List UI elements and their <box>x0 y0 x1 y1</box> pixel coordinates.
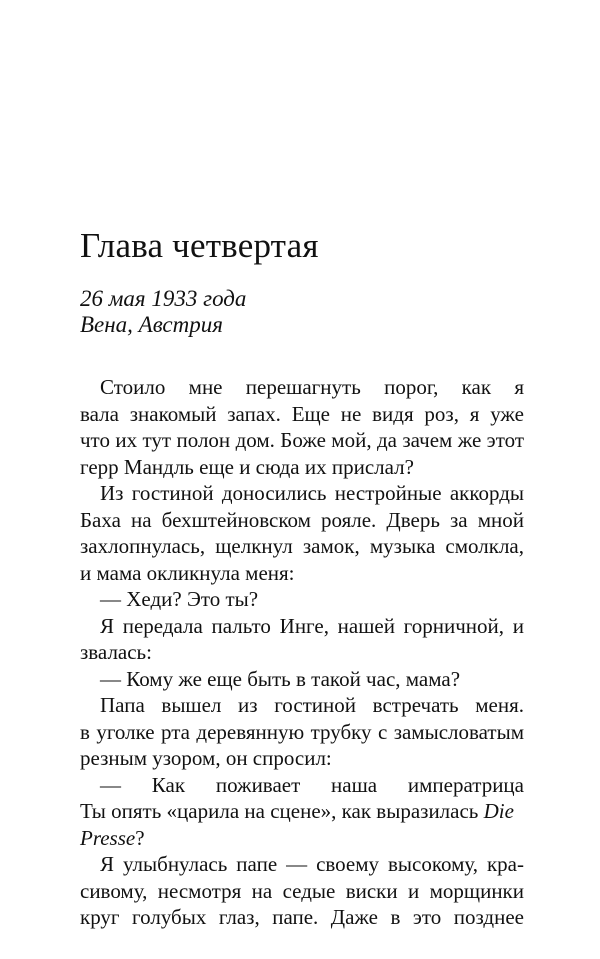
chapter-body <box>80 374 524 931</box>
newspaper-name: Die <box>483 799 514 823</box>
text-line: круг голубых глаз, папе. Даже в это позднее <box>80 905 524 929</box>
text-line: резным узором, он спросил: <box>80 746 332 770</box>
text-line <box>80 825 524 852</box>
text-line <box>80 798 524 825</box>
text-line: сивому, несмотря на седые виски и морщинки <box>80 878 524 903</box>
text-line: в уголке рта деревянную трубку с замысловатым <box>80 719 524 744</box>
text-line: герр Мандль еще и сюда их прислал? <box>80 454 414 479</box>
text-line: Из гостиной доносились нестройные аккорды <box>100 481 524 505</box>
chapter-title: Глава четвертая <box>80 226 319 265</box>
dialogue-line: — Хеди? Это ты? <box>100 587 259 611</box>
text-line: и мама окликнула меня: <box>80 560 295 585</box>
dialogue-line: — Как поживает наша императрица <box>100 772 524 797</box>
text-line: Папа вышел из гостиной встречать меня. <box>100 693 524 717</box>
text-line: вала знакомый запах. Еще не видя роз, я уже <box>80 401 524 426</box>
text-fragment: Ты опять «царила на сцене», как выразилась <box>80 799 484 823</box>
text-line: Стоило мне перешагнуть порог, как я <box>100 375 524 399</box>
text-line: звалась: <box>80 640 152 664</box>
dialogue-line: — Кому же еще быть в такой час, мама? <box>100 666 461 691</box>
dateline <box>80 286 246 338</box>
text-line: Я передала пальто Инге, нашей горничной, и <box>100 613 524 638</box>
text-line: что их тут полон дом. Боже мой, да зачем же этот <box>80 428 524 452</box>
text-line: захлопнулась, щелкнул замок, музыка смолкла, <box>80 534 524 558</box>
chapter-date: 26 мая 1933 года <box>80 286 247 311</box>
text-fragment: ? <box>135 825 145 850</box>
text-line: Я улыбнулась папе — своему высокому, кра- <box>100 852 524 876</box>
chapter-place: Вена, Австрия <box>80 312 223 337</box>
text-line: Баха на бехштейновском рояле. Дверь за мной <box>80 507 524 532</box>
newspaper-name-continued: Presse <box>80 825 136 850</box>
